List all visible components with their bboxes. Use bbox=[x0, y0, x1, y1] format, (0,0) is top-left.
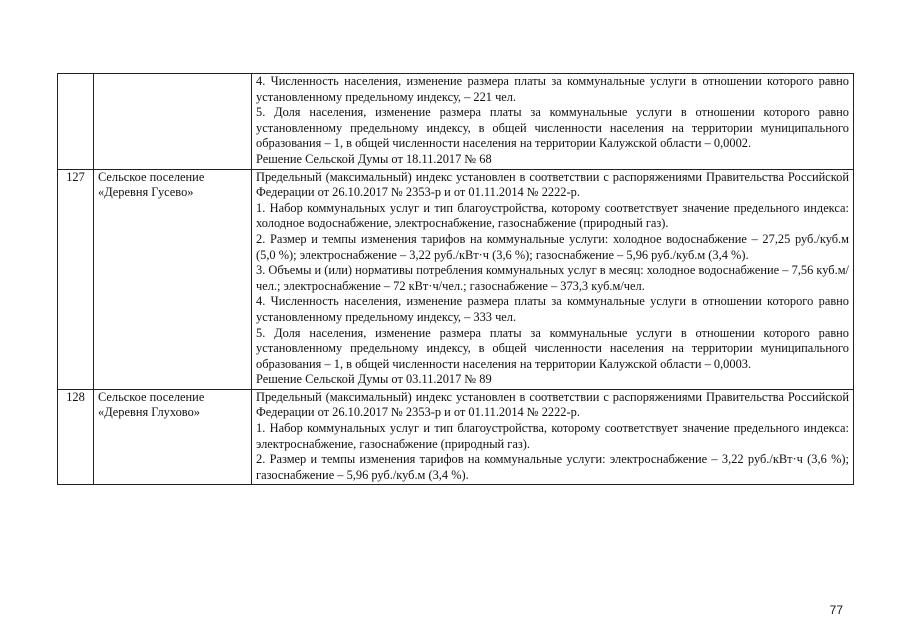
paragraph: 1. Набор коммунальных услуг и тип благоустройства, которому соответствует значение предельного индекса: холодное водоснабжение, электроснабжение, газоснабжение (природный газ). bbox=[256, 200, 849, 231]
settlement-name: Сельское поселение «Деревня Глухово» bbox=[94, 389, 252, 485]
decision-reference: Решение Сельской Думы от 03.11.2017 № 89 bbox=[256, 372, 492, 387]
page-number: 77 bbox=[829, 603, 843, 617]
tariff-index-table bbox=[57, 73, 854, 485]
row-number: 127 bbox=[58, 169, 94, 389]
table-row bbox=[58, 169, 854, 389]
settlement-name: Сельское поселение «Деревня Гусево» bbox=[94, 169, 252, 389]
settlement-name bbox=[94, 74, 252, 170]
paragraph: 2. Размер и темпы изменения тарифов на коммунальные услуги: электроснабжение – 3,22 руб./кВт·ч (3,6 %); газоснабжение – 5,96 руб./куб.м (3,4 %). bbox=[256, 452, 849, 482]
paragraph: Предельный (максимальный) индекс установлен в соответствии с распоряжениями Правительства Российской Федерации от 26.10.2017 № 2353-р и от 01.11.2014 № 2222-р. bbox=[256, 169, 849, 200]
row-content bbox=[252, 169, 854, 389]
paragraph: 1. Набор коммунальных услуг и тип благоустройства, которому соответствует значение предельного индекса: электроснабжение, газоснабжение (природный газ). bbox=[256, 421, 849, 451]
row-number bbox=[58, 74, 94, 170]
table-row bbox=[58, 389, 854, 485]
row-number: 128 bbox=[58, 389, 94, 485]
paragraph: 3. Объемы и (или) нормативы потребления коммунальных услуг в месяц: холодное водоснабжение – 7,56 куб.м/чел.; электроснабжение – 72 кВт·ч/чел.; газоснабжение – 373,3 куб.м/чел. bbox=[256, 263, 849, 293]
paragraph: 4. Численность населения, изменение размера платы за коммунальные услуги в отношении которого равно установленному предельному индексу, – 333 чел. bbox=[256, 294, 849, 324]
row-content bbox=[252, 74, 854, 170]
paragraph: 2. Размер и темпы изменения тарифов на коммунальные услуги: холодное водоснабжение – 27,25 руб./куб.м (5,0 %); электроснабжение – 3,22 руб./кВт·ч (3,6 %); газоснабжение – 5,96 руб./куб.м (3,4 %). bbox=[256, 231, 849, 262]
paragraph: 4. Численность населения, изменение размера платы за коммунальные услуги в отношении которого равно установленному предельному индексу, – 221 чел. bbox=[256, 74, 849, 104]
row-content bbox=[252, 389, 854, 485]
paragraph: 5. Доля населения, изменение размера платы за коммунальные услуги в отношении которого равно установленному предельному индексу, в общей численности населения на территории муниципального образования – 1, в общей численности населения на территории Калужской области – 0,0002. bbox=[256, 105, 849, 151]
decision-reference: Решение Сельской Думы от 18.11.2017 № 68 bbox=[256, 151, 492, 166]
paragraph: 5. Доля населения, изменение размера платы за коммунальные услуги в отношении которого равно установленному предельному индексу, в общей численности населения на территории муниципального образования – 1, в общей численности населения на территории Калужской области – 0,0003. bbox=[256, 325, 849, 371]
table-row bbox=[58, 74, 854, 170]
paragraph: Предельный (максимальный) индекс установлен в соответствии с распоряжениями Правительства Российской Федерации от 26.10.2017 № 2353-р и от 01.11.2014 № 2222-р. bbox=[256, 389, 849, 420]
